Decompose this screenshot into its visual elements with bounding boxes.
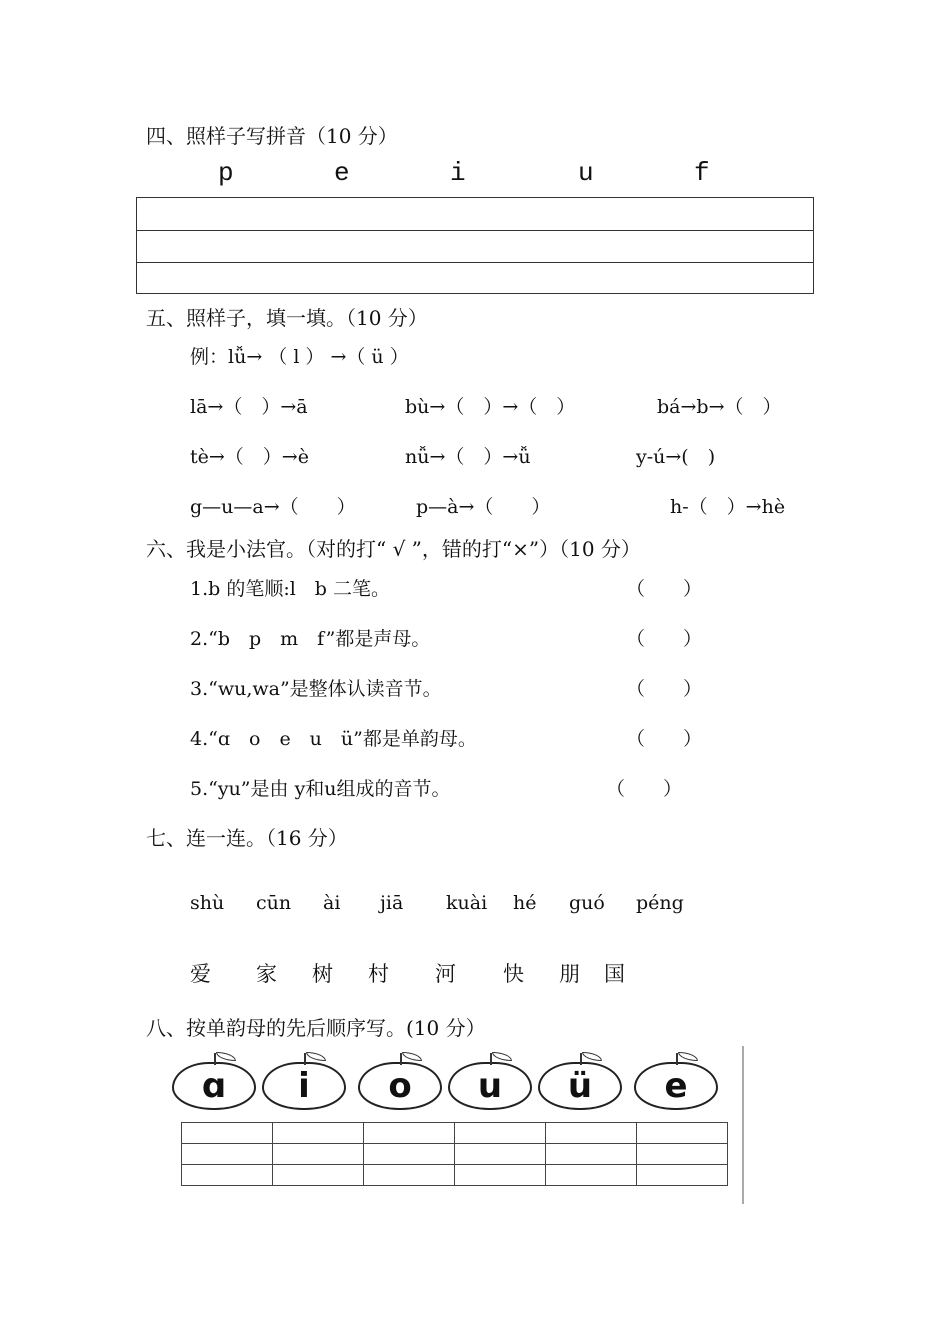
- apple-leaf-icon: [306, 1052, 326, 1061]
- section8-title: 八、按单韵母的先后顺序写。(10 分）: [146, 1016, 486, 1040]
- letter-i: i: [450, 158, 466, 188]
- apple-leaf-icon: [582, 1052, 602, 1061]
- vowel-glyph: ü: [567, 1066, 593, 1106]
- apple-stem-icon: [214, 1053, 216, 1065]
- apple-vowel-u-umlaut: [538, 1062, 622, 1110]
- grid-cell[interactable]: [364, 1144, 455, 1165]
- grid-cell[interactable]: [455, 1123, 546, 1144]
- hanzi-item[interactable]: 朋: [559, 962, 580, 986]
- grid-row: [182, 1123, 728, 1144]
- grid-cell[interactable]: [182, 1144, 273, 1165]
- letter-u: u: [578, 158, 594, 188]
- hanzi-item[interactable]: 村: [368, 962, 389, 986]
- fill-item[interactable]: tè→（ ）→è: [190, 446, 309, 468]
- grid-cell[interactable]: [364, 1165, 455, 1186]
- judge-statement: 1.b 的笔顺:l b 二笔。: [190, 578, 391, 600]
- pinyin-item[interactable]: jiā: [380, 892, 404, 914]
- apple-stem-icon: [676, 1053, 678, 1065]
- pinyin-item[interactable]: guó: [569, 892, 605, 914]
- grid-cell[interactable]: [637, 1165, 728, 1186]
- grid-line: [137, 262, 813, 263]
- apple-vowel-u: [448, 1062, 532, 1110]
- pinyin-item[interactable]: ài: [323, 892, 341, 914]
- writing-grid[interactable]: [136, 197, 814, 294]
- pinyin-item[interactable]: cūn: [256, 892, 292, 914]
- grid-cell[interactable]: [637, 1123, 728, 1144]
- vowel-glyph: e: [664, 1066, 688, 1106]
- judge-answer-blank[interactable]: （ ）: [626, 628, 703, 650]
- apple-vowel-o: [358, 1062, 442, 1110]
- hanzi-item[interactable]: 快: [503, 962, 524, 986]
- apple-leaf-icon: [492, 1052, 512, 1061]
- judge-answer-blank[interactable]: （ ）: [606, 778, 683, 800]
- apple-leaf-icon: [402, 1052, 422, 1061]
- fill-item[interactable]: g—u—a→（ ）: [190, 496, 356, 518]
- hanzi-item[interactable]: 国: [604, 962, 625, 986]
- apple-leaf-icon: [678, 1052, 698, 1061]
- apple-stem-icon: [400, 1053, 402, 1065]
- grid-cell[interactable]: [273, 1123, 364, 1144]
- pinyin-item[interactable]: péng: [636, 892, 684, 914]
- apple-leaf-icon: [216, 1052, 236, 1061]
- vowel-glyph: o: [388, 1066, 412, 1106]
- vowel-glyph: ɑ: [201, 1066, 227, 1106]
- image-border-line: [742, 1046, 744, 1204]
- section4-title: 四、照样子写拼音（10 分）: [146, 124, 398, 148]
- fill-item[interactable]: lā→（ ）→ā: [190, 396, 308, 418]
- judge-statement: 5.“yu”是由 y和u组成的音节。: [190, 778, 451, 800]
- fill-item[interactable]: bá→b→（ ）: [657, 396, 782, 418]
- section5-example: 例：lǚ→ （ l ） →（ ü ）: [190, 346, 409, 368]
- judge-statement: 3.“wu,wa”是整体认读音节。: [190, 678, 442, 700]
- judge-answer-blank[interactable]: （ ）: [626, 678, 703, 700]
- pinyin-item[interactable]: kuài: [446, 892, 488, 914]
- grid-row: [182, 1144, 728, 1165]
- fill-item[interactable]: y-ú→( ): [636, 446, 716, 468]
- grid-cell[interactable]: [273, 1144, 364, 1165]
- hanzi-item[interactable]: 爱: [190, 962, 211, 986]
- grid-cell[interactable]: [546, 1165, 637, 1186]
- section6-title: 六、我是小法官。（对的打“ √ ”，错的打“×”）（10 分）: [146, 537, 641, 561]
- letter-f: f: [694, 158, 710, 188]
- grid-cell[interactable]: [273, 1165, 364, 1186]
- grid-cell[interactable]: [455, 1165, 546, 1186]
- fill-item[interactable]: bù→（ ）→（ ）: [405, 396, 576, 418]
- apple-stem-icon: [304, 1053, 306, 1065]
- pinyin-item[interactable]: shù: [190, 892, 225, 914]
- judge-answer-blank[interactable]: （ ）: [626, 578, 703, 600]
- letter-p: p: [218, 158, 234, 188]
- grid-row: [182, 1165, 728, 1186]
- vowel-writing-grid: [181, 1122, 728, 1186]
- hanzi-item[interactable]: 家: [256, 962, 277, 986]
- letter-e: e: [334, 158, 350, 188]
- grid-line: [137, 230, 813, 231]
- fill-item[interactable]: p—à→（ ）: [416, 496, 551, 518]
- apple-vowel-a: [172, 1062, 256, 1110]
- grid-cell[interactable]: [455, 1144, 546, 1165]
- grid-cell[interactable]: [546, 1144, 637, 1165]
- judge-statement: 2.“b p m f”都是声母。: [190, 628, 431, 650]
- apple-stem-icon: [580, 1053, 582, 1065]
- apple-stem-icon: [490, 1053, 492, 1065]
- grid-cell[interactable]: [182, 1165, 273, 1186]
- apple-vowel-e: [634, 1062, 718, 1110]
- pinyin-item[interactable]: hé: [513, 892, 537, 914]
- grid-cell[interactable]: [546, 1123, 637, 1144]
- apple-vowel-i: [262, 1062, 346, 1110]
- grid-cell[interactable]: [364, 1123, 455, 1144]
- vowel-glyph: i: [298, 1066, 310, 1106]
- section5-title: 五、照样子，填一填。（10 分）: [146, 306, 428, 330]
- hanzi-item[interactable]: 河: [435, 962, 456, 986]
- fill-item[interactable]: h-（ ）→hè: [670, 496, 786, 518]
- judge-statement: 4.“ɑ o e u ü”都是单韵母。: [190, 728, 477, 750]
- judge-answer-blank[interactable]: （ ）: [626, 728, 703, 750]
- hanzi-item[interactable]: 树: [312, 962, 333, 986]
- grid-cell[interactable]: [637, 1144, 728, 1165]
- fill-item[interactable]: nǚ→（ ）→ǚ: [405, 446, 531, 468]
- section7-title: 七、连一连。（16 分）: [146, 826, 348, 850]
- grid-cell[interactable]: [182, 1123, 273, 1144]
- vowel-glyph: u: [477, 1066, 503, 1106]
